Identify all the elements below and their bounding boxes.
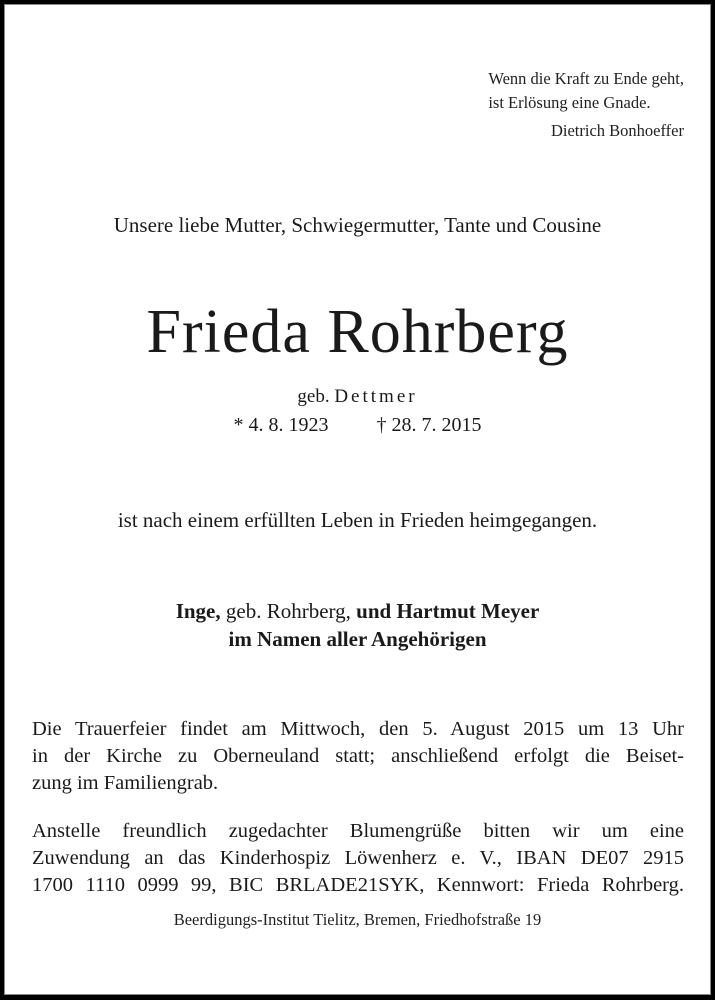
quote-author: Dietrich Bonhoeffer	[550, 121, 684, 140]
quote-line: ist Erlösung eine Gnade.	[488, 93, 651, 112]
mourners	[5, 597, 710, 653]
intro-line: Unsere liebe Mutter, Schwiegermutter, Tante und Cousine	[113, 213, 602, 237]
maiden-prefix: geb.	[297, 386, 330, 407]
text-line: Anstelle freundlich zugedachter Blumengrüße bitten wir um eine	[32, 820, 684, 842]
deceased-name: Frieda Rohrberg	[146, 298, 569, 366]
text-line: Die Trauerfeier findet am Mittwoch, den 5. August 2015 um 13 Uhr	[32, 718, 684, 740]
birth-date: * 4. 8. 1923	[233, 414, 329, 436]
mourners-behalf: im Namen aller Angehörigen	[228, 627, 487, 651]
donation-info	[32, 818, 684, 899]
text-line: 1700 1110 0999 99, BIC BRLADE21SYK, Kennwort: Frieda Rohrberg.	[32, 874, 684, 896]
epigraph-quote	[488, 67, 684, 143]
mourner-maiden-note: geb. Rohrberg,	[225, 599, 351, 623]
death-date: † 28. 7. 2015	[376, 414, 482, 436]
quote-line: Wenn die Kraft zu Ende geht,	[488, 69, 684, 88]
funeral-home-info: Beerdigungs-Institut Tielitz, Bremen, Friedhofstraße 19	[173, 910, 542, 929]
mourner-name: Inge,	[175, 599, 221, 623]
text-line: Zuwendung an das Kinderhospiz Löwenherz e. V., IBAN DE07 2915	[32, 847, 684, 869]
text-line: in der Kirche zu Oberneuland statt; anschließend erfolgt die Beiset-	[32, 745, 684, 767]
obituary-notice	[4, 4, 711, 995]
maiden-name-line	[5, 386, 710, 408]
mourner-name: und Hartmut Meyer	[356, 599, 540, 623]
passing-statement: ist nach einem erfüllten Leben in Frieden heimgegangen.	[117, 508, 598, 532]
funeral-service-info	[32, 716, 684, 797]
maiden-name: Dettmer	[334, 386, 418, 407]
text-line: zung im Familiengrab.	[32, 772, 219, 794]
life-dates	[5, 414, 710, 437]
